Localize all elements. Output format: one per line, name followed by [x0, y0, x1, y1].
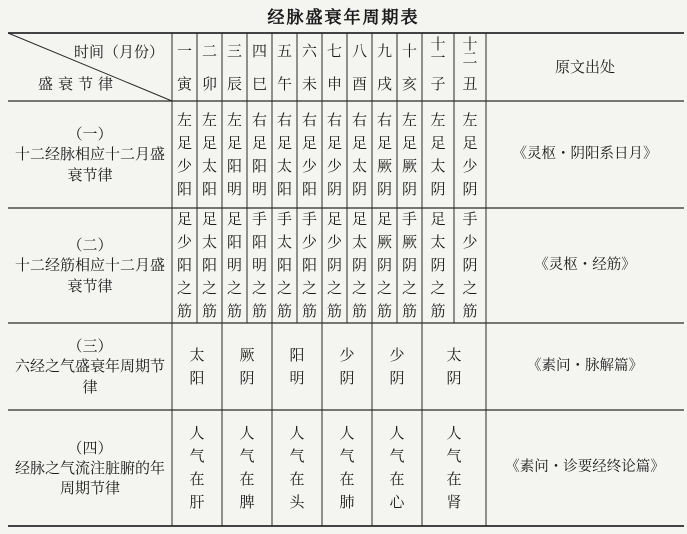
cell-char: 少	[462, 156, 478, 175]
cell-char: 阴	[446, 368, 462, 387]
month-branch: 酉	[351, 74, 367, 93]
cell-char: 阴	[462, 256, 478, 274]
cell-char: 足	[351, 133, 367, 152]
cell-char: 足	[201, 133, 217, 152]
cell-char: 右	[301, 110, 317, 129]
cell-char: 足	[376, 133, 392, 152]
table-cell	[272, 410, 322, 526]
cell-char: 少	[326, 233, 342, 251]
month-number: 五	[276, 41, 292, 60]
table-cell	[454, 101, 486, 208]
cell-char: 少	[326, 156, 342, 175]
row-label	[8, 101, 172, 208]
cell-char: 筋	[326, 302, 342, 320]
cell-char: 少	[301, 156, 317, 175]
cell-char: 阳	[289, 345, 305, 364]
row-label	[8, 410, 172, 526]
table-cell	[347, 208, 372, 323]
cell-char: 太	[189, 345, 205, 364]
cell-char: 在	[389, 470, 405, 488]
table-cell	[272, 101, 297, 208]
cell-char: 气	[289, 447, 305, 465]
cell-char: 厥	[401, 233, 417, 251]
table-cell	[347, 101, 372, 208]
table-cell	[172, 410, 222, 526]
cell-char: 太	[446, 345, 462, 364]
cell-char: 阳	[301, 256, 317, 274]
cell-char: 人	[339, 424, 355, 442]
cell-char: 人	[389, 424, 405, 442]
cell-char: 筋	[351, 302, 367, 320]
cell-char: 厥	[376, 156, 392, 175]
cell-char: 少	[176, 233, 192, 251]
cell-char: 之	[376, 279, 392, 297]
cell-char: 少	[176, 156, 192, 175]
cell-char: 阴	[376, 179, 392, 198]
table-cell	[297, 208, 322, 323]
table-cell	[372, 410, 422, 526]
cell-char: 太	[430, 233, 446, 251]
cell-char: 之	[462, 279, 478, 297]
cell-char: 足	[251, 133, 267, 152]
table-cell	[197, 208, 222, 323]
month-branch: 亥	[401, 74, 417, 93]
cell-char: 左	[226, 110, 242, 129]
cell-char: 足	[430, 133, 446, 152]
cell-char: 右	[376, 110, 392, 129]
cell-char: 阳	[201, 256, 217, 274]
cell-char: 少	[462, 233, 478, 251]
table-cell	[272, 323, 322, 410]
table-cell	[247, 208, 272, 323]
table-cell	[372, 323, 422, 410]
cell-char: 阴	[376, 256, 392, 274]
cell-char: 二	[462, 49, 478, 67]
table-cell	[222, 101, 247, 208]
month-branch: 卯	[201, 74, 217, 93]
cell-char: 足	[276, 133, 292, 152]
cell-char: 阳	[251, 233, 267, 251]
month-branch: 申	[326, 74, 342, 93]
cell-char: 在	[339, 470, 355, 488]
cell-char: 足	[326, 133, 342, 152]
cell-char: 阴	[430, 256, 446, 274]
cell-char: 筋	[376, 302, 392, 320]
cell-char: 厥	[401, 156, 417, 175]
cell-char: 左	[176, 110, 192, 129]
row-label	[8, 208, 172, 323]
source-header: 原文出处	[554, 57, 615, 76]
corner-header-rhythm: 盛衰节律	[38, 74, 119, 93]
month-branch: 辰	[226, 74, 242, 93]
table-cell	[322, 323, 372, 410]
month-number: 九	[376, 41, 392, 60]
table-cell	[272, 208, 297, 323]
table-cell	[172, 208, 197, 323]
cell-char: 筋	[276, 302, 292, 320]
cell-char: 之	[276, 279, 292, 297]
cell-char: 之	[430, 279, 446, 297]
cell-char: 阳	[226, 156, 242, 175]
table-cell	[297, 101, 322, 208]
table-cell	[422, 410, 486, 526]
table-cell	[322, 208, 347, 323]
cell-char: 之	[226, 279, 242, 297]
cell-char: 肾	[446, 493, 462, 511]
cell-char: 之	[251, 279, 267, 297]
cell-char: 明	[251, 256, 267, 274]
cell-char: 手	[301, 210, 317, 228]
cell-char: 阳	[226, 233, 242, 251]
cell-char: 筋	[251, 302, 267, 320]
month-number: 七	[326, 41, 342, 60]
cell-char: 阴	[389, 368, 405, 387]
cell-char: 阴	[351, 179, 367, 198]
table-cell	[372, 101, 397, 208]
cell-char: 之	[326, 279, 342, 297]
cell-char: 太	[430, 156, 446, 175]
table-cell	[197, 101, 222, 208]
table-cell	[172, 323, 222, 410]
row-label-text: 经脉之气流注脏腑的年周期节律	[14, 458, 165, 498]
month-branch: 巳	[251, 74, 267, 93]
cell-char: 手	[401, 210, 417, 228]
cell-char: 左	[201, 110, 217, 129]
cell-char: 足	[462, 133, 478, 152]
table-cell	[222, 323, 272, 410]
cell-char: 筋	[462, 302, 478, 320]
row-label-number: （三）	[67, 337, 113, 356]
corner-header-time: 时间（月份）	[73, 42, 164, 61]
cell-char: 阳	[176, 256, 192, 274]
table-cell	[247, 101, 272, 208]
month-branch: 子	[430, 74, 446, 93]
cell-char: 太	[351, 233, 367, 251]
month-number: 二	[201, 41, 217, 60]
cell-char: 明	[251, 179, 267, 198]
cell-char: 足	[326, 210, 342, 228]
row-label-number: （二）	[67, 236, 113, 255]
cell-char: 气	[189, 447, 205, 465]
cell-char: 手	[276, 210, 292, 228]
cell-char: 明	[289, 368, 305, 387]
cell-char: 明	[226, 256, 242, 274]
cell-char: 太	[201, 156, 217, 175]
cell-char: 少	[301, 233, 317, 251]
cell-char: 筋	[226, 302, 242, 320]
row-label-number: （四）	[67, 438, 113, 457]
cell-char: 之	[301, 279, 317, 297]
row-label-text: 六经之气盛衰年周期节律	[14, 357, 165, 396]
cell-char: 足	[176, 133, 192, 152]
cell-char: 足	[430, 210, 446, 228]
cell-char: 阴	[401, 179, 417, 198]
cell-char: 筋	[430, 302, 446, 320]
cell-char: 手	[251, 210, 267, 228]
cell-char: 气	[446, 447, 462, 465]
month-number: 十	[401, 41, 417, 60]
month-branch: 午	[276, 74, 292, 93]
cell-char: 少	[339, 345, 355, 364]
table-cell	[322, 101, 347, 208]
row-label-text: 十二经脉相应十二月盛衰节律	[14, 145, 165, 184]
cell-char: 阴	[430, 179, 446, 198]
cell-char: 足	[176, 210, 192, 228]
cell-char: 左	[401, 110, 417, 129]
cell-char: 之	[351, 279, 367, 297]
cell-char: 一	[430, 49, 446, 67]
month-number: 四	[251, 41, 267, 60]
cell-char: 阴	[351, 256, 367, 274]
table-cell	[422, 323, 486, 410]
cell-char: 人	[446, 424, 462, 442]
cell-char: 头	[289, 493, 305, 511]
cell-char: 在	[189, 470, 205, 488]
cell-char: 阳	[201, 179, 217, 198]
cell-char: 之	[201, 279, 217, 297]
cell-char: 手	[462, 210, 478, 228]
cell-char: 在	[239, 470, 255, 488]
table-cell	[222, 410, 272, 526]
cell-char: 十	[430, 35, 446, 53]
cell-char: 筋	[201, 302, 217, 320]
cell-char: 足	[201, 210, 217, 228]
cell-char: 太	[276, 156, 292, 175]
cell-char: 右	[276, 110, 292, 129]
cell-char: 阴	[462, 179, 478, 198]
cell-char: 气	[339, 447, 355, 465]
cell-char: 足	[301, 133, 317, 152]
month-branch: 丑	[462, 74, 478, 93]
table-cell	[322, 410, 372, 526]
source-citation: 《素问・诊要经终论篇》	[505, 459, 665, 476]
cell-char: 右	[251, 110, 267, 129]
table-cell	[397, 208, 422, 323]
cell-char: 足	[226, 133, 242, 152]
cell-char: 厥	[376, 233, 392, 251]
cell-char: 足	[226, 210, 242, 228]
cell-char: 足	[351, 210, 367, 228]
cell-char: 脾	[239, 493, 255, 511]
cell-char: 气	[389, 447, 405, 465]
cell-char: 阴	[326, 179, 342, 198]
cell-char: 心	[389, 493, 405, 511]
cell-char: 阳	[276, 256, 292, 274]
cell-char: 阴	[239, 368, 255, 387]
row-label-number: （一）	[67, 125, 113, 144]
source-citation: 《灵枢・经筋》	[534, 256, 636, 273]
cell-char: 人	[289, 424, 305, 442]
cell-char: 阳	[276, 179, 292, 198]
month-branch: 寅	[176, 74, 192, 93]
month-number: 六	[301, 41, 317, 60]
cell-char: 阳	[176, 179, 192, 198]
cell-char: 太	[276, 233, 292, 251]
month-number	[422, 34, 454, 68]
cell-char: 太	[351, 156, 367, 175]
cell-char: 人	[189, 424, 205, 442]
table-cell	[222, 208, 247, 323]
cell-char: 足	[401, 133, 417, 152]
month-number: 三	[226, 41, 242, 60]
cell-char: 筋	[176, 302, 192, 320]
cell-char: 明	[226, 179, 242, 198]
table-cell	[454, 208, 486, 323]
month-branch: 戌	[376, 74, 392, 93]
month-number: 八	[351, 41, 367, 60]
row-label-text: 十二经筋相应十二月盛衰节律	[14, 256, 165, 295]
table-title: 经脉盛衰年周期表	[267, 8, 420, 28]
cell-char: 阴	[326, 256, 342, 274]
cell-char: 肝	[189, 493, 205, 511]
table-cell	[172, 101, 197, 208]
cell-char: 左	[462, 110, 478, 129]
cell-char: 少	[389, 345, 405, 364]
cell-char: 阴	[401, 256, 417, 274]
cell-char: 阳	[301, 179, 317, 198]
table-cell	[422, 101, 454, 208]
cell-char: 十	[462, 35, 478, 53]
cell-char: 在	[289, 470, 305, 488]
cell-char: 之	[401, 279, 417, 297]
cell-char: 气	[239, 447, 255, 465]
cell-char: 厥	[239, 345, 255, 364]
cell-char: 右	[351, 110, 367, 129]
cell-char: 在	[446, 470, 462, 488]
month-number	[454, 34, 486, 68]
cell-char: 阴	[339, 368, 355, 387]
row-label	[8, 323, 172, 410]
table-cell	[422, 208, 454, 323]
cell-char: 之	[176, 279, 192, 297]
cell-char: 太	[201, 233, 217, 251]
cell-char: 阳	[189, 368, 205, 387]
cell-char: 筋	[301, 302, 317, 320]
cell-char: 肺	[339, 493, 355, 511]
cell-char: 人	[239, 424, 255, 442]
month-branch: 未	[301, 74, 317, 93]
source-citation: 《素问・脉解篇》	[527, 357, 643, 374]
cell-char: 足	[376, 210, 392, 228]
cell-char: 右	[326, 110, 342, 129]
cell-char: 左	[430, 110, 446, 129]
cell-char: 筋	[401, 302, 417, 320]
source-citation: 《灵枢・阴阳系日月》	[512, 145, 658, 162]
table-cell	[397, 101, 422, 208]
table-cell	[372, 208, 397, 323]
month-number: 一	[176, 41, 192, 60]
cell-char: 阳	[251, 156, 267, 175]
